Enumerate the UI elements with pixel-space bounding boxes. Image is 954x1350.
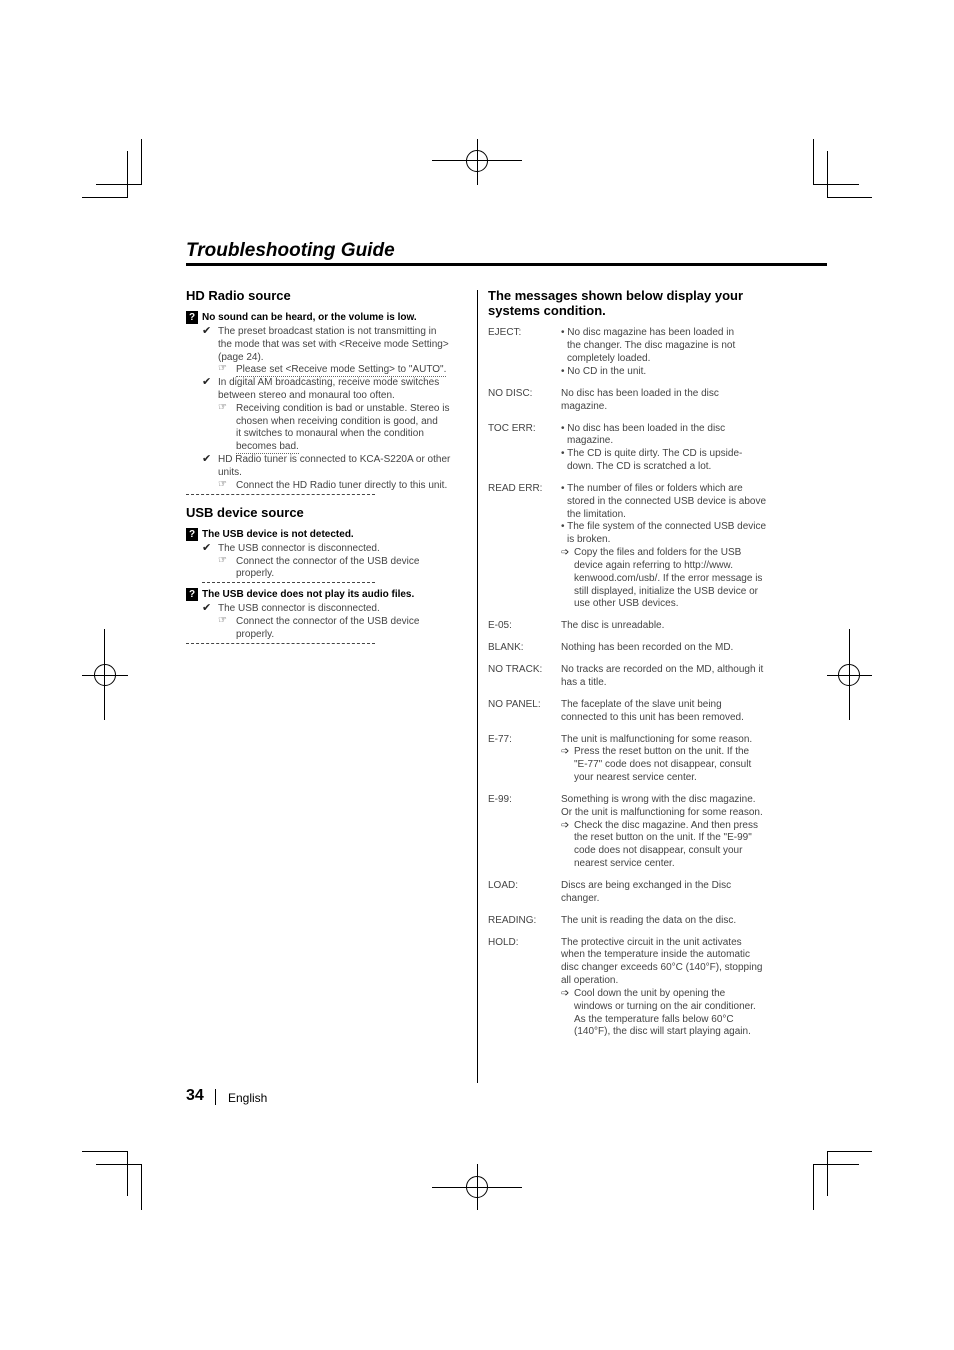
hand-icon: ☞ xyxy=(218,555,227,566)
hand-icon: ☞ xyxy=(218,363,227,374)
arrow-icon: ➩ xyxy=(561,820,570,831)
message-desc: Something is wrong with the disc magazine. xyxy=(561,794,756,805)
message-remedy: windows or turning on the air conditioner. xyxy=(574,1001,756,1012)
message-desc: magazine. xyxy=(561,401,608,412)
page-title: Troubleshooting Guide xyxy=(186,240,395,261)
message-remedy: Copy the files and folders for the USB xyxy=(574,547,742,558)
message-desc: The unit is reading the data on the disc. xyxy=(561,915,737,926)
message-desc: • The number of files or folders which are xyxy=(561,483,743,494)
message-desc: The faceplate of the slave unit being xyxy=(561,699,722,710)
message-remedy: As the temperature falls below 60°C xyxy=(574,1014,734,1025)
message-desc: the limitation. xyxy=(567,509,626,520)
message-desc: Or the unit is malfunctioning for some reason. xyxy=(561,807,763,818)
message-label-hold: HOLD: xyxy=(488,937,519,948)
message-desc: No disc has been loaded in the disc xyxy=(561,388,719,399)
message-desc: all operation. xyxy=(561,975,619,986)
message-desc: when the temperature inside the automatic xyxy=(561,949,750,960)
hd-cause-2-line: between stereo and monaural too often. xyxy=(218,390,395,401)
message-label-blank: BLANK: xyxy=(488,642,524,653)
column-divider xyxy=(477,290,478,1083)
hd-remedy-2-line: chosen when receiving condition is good, and xyxy=(236,416,438,427)
message-remedy: Check the disc magazine. And then press xyxy=(574,820,758,831)
message-desc: No tracks are recorded on the MD, although it xyxy=(561,664,764,675)
messages-heading-line: The messages shown below display your xyxy=(488,288,744,303)
message-remedy: kenwood.com/usb/. If the error message is xyxy=(574,573,763,584)
message-remedy: the reset button on the unit. If the "E-99" xyxy=(574,832,752,843)
hd-remedy-1: Please set <Receive mode Setting> to "AUTO". xyxy=(236,364,447,375)
title-rule xyxy=(186,263,827,266)
message-remedy: use other USB devices. xyxy=(574,598,679,609)
footer-separator xyxy=(215,1089,216,1105)
question-icon: ? xyxy=(186,588,198,601)
hd-question-1-text: No sound can be heard, or the volume is low. xyxy=(202,312,417,323)
check-icon: ✔ xyxy=(202,602,212,614)
hd-question-1 xyxy=(186,311,417,324)
usb-question-1 xyxy=(186,528,354,541)
section-separator xyxy=(186,494,375,495)
hand-icon: ☞ xyxy=(218,402,227,413)
message-remedy: nearest service center. xyxy=(574,858,675,869)
message-remedy: your nearest service center. xyxy=(574,772,697,783)
message-desc: connected to this unit has been removed. xyxy=(561,712,744,723)
usb-heading: USB device source xyxy=(186,505,304,520)
message-remedy: Press the reset button on the unit. If the xyxy=(574,746,750,757)
message-label-e99: E-99: xyxy=(488,794,512,805)
message-label-readerr: READ ERR: xyxy=(488,483,543,494)
message-desc: The disc is unreadable. xyxy=(561,620,665,631)
message-remedy: still displayed, initialize the USB device or xyxy=(574,586,758,597)
hand-icon: ☞ xyxy=(218,479,227,490)
message-label-eject: EJECT: xyxy=(488,327,522,338)
message-desc: • The file system of the connected USB device xyxy=(561,521,767,532)
question-icon: ? xyxy=(186,528,198,541)
hd-cause-1-line: The preset broadcast station is not transmitting in xyxy=(218,326,437,337)
usb-question-2-text: The USB device does not play its audio files. xyxy=(202,589,415,600)
hd-cause-1-line: (page 24). xyxy=(218,352,264,363)
message-desc: completely loaded. xyxy=(567,353,651,364)
message-label-e05: E-05: xyxy=(488,620,512,631)
hd-cause-3-line: units. xyxy=(218,467,242,478)
message-desc: down. The CD is scratched a lot. xyxy=(567,461,712,472)
question-separator xyxy=(202,582,375,583)
messages-heading-line: systems condition. xyxy=(488,303,606,318)
message-desc: • No disc has been loaded in the disc xyxy=(561,423,726,434)
message-label-tocerr: TOC ERR: xyxy=(488,423,536,434)
hd-cause-2-line: In digital AM broadcasting, receive mode switches xyxy=(218,377,440,388)
message-desc: Nothing has been recorded on the MD. xyxy=(561,642,734,653)
message-desc: • No disc magazine has been loaded in xyxy=(561,327,735,338)
message-label-e77: E-77: xyxy=(488,734,512,745)
hand-icon: ☞ xyxy=(218,615,227,626)
usb-remedy-2-line: properly. xyxy=(236,629,275,640)
message-label-notrack: NO TRACK: xyxy=(488,664,543,675)
message-label-load: LOAD: xyxy=(488,880,519,891)
message-remedy: (140°F), the disc will start playing again. xyxy=(574,1026,751,1037)
hd-cause-3-line: HD Radio tuner is connected to KCA-S220A or other xyxy=(218,454,451,465)
message-desc: is broken. xyxy=(567,534,611,545)
message-desc: the changer. The disc magazine is not xyxy=(567,340,736,351)
hd-remedy-2-line: Receiving condition is bad or unstable. Stereo is xyxy=(236,403,450,414)
hd-remedy-2-line: becomes bad. xyxy=(236,441,299,452)
arrow-icon: ➩ xyxy=(561,988,570,999)
message-desc: The protective circuit in the unit activates xyxy=(561,937,742,948)
section-separator xyxy=(186,643,375,644)
messages-heading xyxy=(488,288,743,318)
check-icon: ✔ xyxy=(202,453,212,465)
page-language: English xyxy=(228,1091,268,1105)
message-remedy: Cool down the unit by opening the xyxy=(574,988,726,999)
message-label-nodisc: NO DISC: xyxy=(488,388,533,399)
message-desc: disc changer exceeds 60°C (140°F), stopping xyxy=(561,962,763,973)
message-label-reading: READING: xyxy=(488,915,537,926)
hd-remedy-2-line: it switches to monaural when the condition xyxy=(236,428,424,439)
message-desc: changer. xyxy=(561,893,600,904)
check-icon: ✔ xyxy=(202,542,212,554)
arrow-icon: ➩ xyxy=(561,746,570,757)
message-desc: has a title. xyxy=(561,677,607,688)
usb-remedy-2-line: Connect the connector of the USB device xyxy=(236,616,420,627)
message-desc: magazine. xyxy=(567,435,614,446)
arrow-icon: ➩ xyxy=(561,547,570,558)
message-desc: The unit is malfunctioning for some reason. xyxy=(561,734,753,745)
message-remedy: code does not disappear, consult your xyxy=(574,845,743,856)
check-icon: ✔ xyxy=(202,376,212,388)
message-remedy: "E-77" code does not disappear, consult xyxy=(574,759,752,770)
usb-remedy-1-line: Connect the connector of the USB device xyxy=(236,556,420,567)
usb-question-1-text: The USB device is not detected. xyxy=(202,529,354,540)
page-number: 34 xyxy=(186,1087,204,1104)
message-desc: Discs are being exchanged in the Disc xyxy=(561,880,732,891)
hd-remedy-3: Connect the HD Radio tuner directly to this unit. xyxy=(236,480,448,491)
hd-radio-heading: HD Radio source xyxy=(186,288,291,303)
usb-cause-2: The USB connector is disconnected. xyxy=(218,603,380,614)
check-icon: ✔ xyxy=(202,325,212,337)
hd-cause-1-line: the mode that was set with <Receive mode Setting> xyxy=(218,339,449,350)
message-desc: • No CD in the unit. xyxy=(561,366,647,377)
message-remedy: device again referring to http://www. xyxy=(574,560,733,571)
message-desc: stored in the connected USB device is above xyxy=(567,496,767,507)
question-icon: ? xyxy=(186,311,198,324)
message-label-nopanel: NO PANEL: xyxy=(488,699,541,710)
usb-remedy-1-line: properly. xyxy=(236,568,275,579)
message-desc: • The CD is quite dirty. The CD is upside- xyxy=(561,448,743,459)
usb-question-2 xyxy=(186,588,414,601)
usb-cause-1: The USB connector is disconnected. xyxy=(218,543,380,554)
